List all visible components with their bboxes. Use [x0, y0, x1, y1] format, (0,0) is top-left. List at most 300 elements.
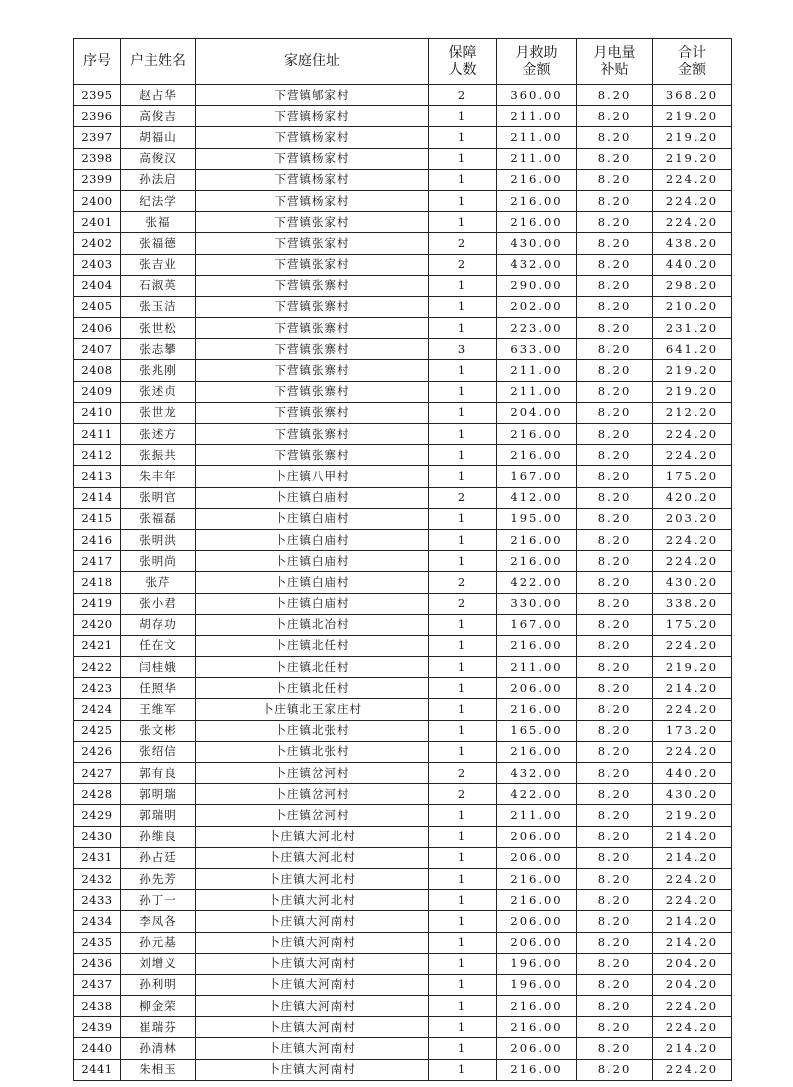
relief-roster-sheet: [73, 38, 732, 1081]
cell-power-subsidy: 8.20: [577, 402, 653, 423]
cell-name: 孙占廷: [121, 847, 196, 868]
cell-persons: 1: [429, 974, 497, 995]
cell-address: 下营镇张家村: [196, 212, 429, 233]
table-row: [74, 402, 732, 423]
cell-address: 卜庄镇大河南村: [196, 1059, 429, 1080]
cell-address: 卜庄镇北张村: [196, 741, 429, 762]
cell-name: 高俊吉: [121, 106, 196, 127]
cell-persons: 2: [429, 487, 497, 508]
cell-address: 卜庄镇大河北村: [196, 847, 429, 868]
cell-total-amount: 173.20: [653, 720, 732, 741]
cell-name: 张小君: [121, 593, 196, 614]
cell-name: 张吉业: [121, 254, 196, 275]
header-power-subsidy: 月电量 补贴: [577, 39, 653, 85]
cell-persons: 1: [429, 890, 497, 911]
cell-address: 卜庄镇北任村: [196, 657, 429, 678]
cell-seq: 2430: [74, 826, 121, 847]
cell-power-subsidy: 8.20: [577, 890, 653, 911]
cell-power-subsidy: 8.20: [577, 254, 653, 275]
cell-seq: 2424: [74, 699, 121, 720]
cell-name: 张兆刚: [121, 360, 196, 381]
cell-aid-amount: 216.00: [497, 741, 577, 762]
cell-aid-amount: 330.00: [497, 593, 577, 614]
cell-total-amount: 438.20: [653, 233, 732, 254]
cell-name: 李凤各: [121, 911, 196, 932]
cell-address: 下营镇杨家村: [196, 106, 429, 127]
cell-seq: 2423: [74, 678, 121, 699]
cell-name: 高俊汉: [121, 148, 196, 169]
cell-power-subsidy: 8.20: [577, 953, 653, 974]
cell-power-subsidy: 8.20: [577, 911, 653, 932]
cell-name: 张述方: [121, 424, 196, 445]
cell-aid-amount: 211.00: [497, 657, 577, 678]
table-row: [74, 911, 732, 932]
cell-name: 孙先芳: [121, 868, 196, 889]
cell-name: 张玉洁: [121, 296, 196, 317]
cell-address: 卜庄镇大河南村: [196, 911, 429, 932]
cell-total-amount: 219.20: [653, 381, 732, 402]
cell-total-amount: 219.20: [653, 127, 732, 148]
cell-seq: 2426: [74, 741, 121, 762]
cell-total-amount: 224.20: [653, 635, 732, 656]
cell-name: 任照华: [121, 678, 196, 699]
cell-power-subsidy: 8.20: [577, 445, 653, 466]
cell-total-amount: 224.20: [653, 529, 732, 550]
table-row: [74, 148, 732, 169]
cell-address: 卜庄镇大河南村: [196, 1017, 429, 1038]
cell-power-subsidy: 8.20: [577, 635, 653, 656]
table-row: [74, 699, 732, 720]
table-row: [74, 572, 732, 593]
cell-aid-amount: 195.00: [497, 508, 577, 529]
table-row: [74, 275, 732, 296]
cell-name: 柳金荣: [121, 996, 196, 1017]
cell-seq: 2398: [74, 148, 121, 169]
table-row: [74, 190, 732, 211]
cell-power-subsidy: 8.20: [577, 85, 653, 106]
relief-roster-table: [73, 38, 732, 1081]
cell-aid-amount: 432.00: [497, 763, 577, 784]
header-seq: 序号: [74, 39, 121, 85]
cell-aid-amount: 633.00: [497, 339, 577, 360]
cell-aid-amount: 206.00: [497, 678, 577, 699]
cell-power-subsidy: 8.20: [577, 572, 653, 593]
cell-power-subsidy: 8.20: [577, 784, 653, 805]
table-row: [74, 720, 732, 741]
cell-total-amount: 214.20: [653, 1038, 732, 1059]
cell-total-amount: 224.20: [653, 190, 732, 211]
cell-name: 孙利明: [121, 974, 196, 995]
cell-name: 张芹: [121, 572, 196, 593]
cell-seq: 2411: [74, 424, 121, 445]
cell-power-subsidy: 8.20: [577, 868, 653, 889]
cell-aid-amount: 422.00: [497, 784, 577, 805]
cell-power-subsidy: 8.20: [577, 275, 653, 296]
cell-total-amount: 224.20: [653, 699, 732, 720]
cell-persons: 1: [429, 826, 497, 847]
cell-total-amount: 214.20: [653, 932, 732, 953]
cell-persons: 1: [429, 381, 497, 402]
cell-seq: 2402: [74, 233, 121, 254]
cell-aid-amount: 360.00: [497, 85, 577, 106]
cell-persons: 1: [429, 699, 497, 720]
cell-power-subsidy: 8.20: [577, 106, 653, 127]
cell-address: 卜庄镇白庙村: [196, 508, 429, 529]
cell-seq: 2435: [74, 932, 121, 953]
cell-power-subsidy: 8.20: [577, 339, 653, 360]
table-row: [74, 445, 732, 466]
cell-power-subsidy: 8.20: [577, 233, 653, 254]
cell-address: 卜庄镇大河北村: [196, 826, 429, 847]
cell-seq: 2408: [74, 360, 121, 381]
cell-name: 张志攀: [121, 339, 196, 360]
cell-seq: 2421: [74, 635, 121, 656]
cell-name: 郭明瑞: [121, 784, 196, 805]
cell-name: 孙清林: [121, 1038, 196, 1059]
cell-name: 张福德: [121, 233, 196, 254]
table-row: [74, 657, 732, 678]
cell-address: 卜庄镇大河南村: [196, 996, 429, 1017]
cell-seq: 2417: [74, 551, 121, 572]
cell-total-amount: 338.20: [653, 593, 732, 614]
cell-name: 崔瑞芬: [121, 1017, 196, 1038]
cell-seq: 2413: [74, 466, 121, 487]
cell-name: 张述贞: [121, 381, 196, 402]
cell-name: 郭瑞明: [121, 805, 196, 826]
table-row: [74, 741, 732, 762]
cell-power-subsidy: 8.20: [577, 529, 653, 550]
cell-persons: 1: [429, 360, 497, 381]
cell-total-amount: 203.20: [653, 508, 732, 529]
cell-total-amount: 420.20: [653, 487, 732, 508]
cell-aid-amount: 204.00: [497, 402, 577, 423]
cell-aid-amount: 211.00: [497, 106, 577, 127]
cell-total-amount: 219.20: [653, 805, 732, 826]
cell-persons: 1: [429, 847, 497, 868]
cell-address: 卜庄镇大河北村: [196, 868, 429, 889]
cell-total-amount: 430.20: [653, 572, 732, 593]
cell-persons: 1: [429, 402, 497, 423]
cell-power-subsidy: 8.20: [577, 424, 653, 445]
cell-aid-amount: 422.00: [497, 572, 577, 593]
cell-seq: 2429: [74, 805, 121, 826]
cell-seq: 2403: [74, 254, 121, 275]
cell-persons: 1: [429, 1038, 497, 1059]
table-row: [74, 339, 732, 360]
table-row: [74, 296, 732, 317]
cell-aid-amount: 167.00: [497, 466, 577, 487]
table-row: [74, 85, 732, 106]
cell-seq: 2399: [74, 169, 121, 190]
cell-seq: 2441: [74, 1059, 121, 1080]
cell-aid-amount: 206.00: [497, 911, 577, 932]
cell-persons: 1: [429, 148, 497, 169]
cell-persons: 1: [429, 996, 497, 1017]
table-row: [74, 678, 732, 699]
cell-total-amount: 204.20: [653, 953, 732, 974]
cell-seq: 2438: [74, 996, 121, 1017]
cell-power-subsidy: 8.20: [577, 614, 653, 635]
cell-address: 卜庄镇白庙村: [196, 593, 429, 614]
cell-aid-amount: 211.00: [497, 360, 577, 381]
cell-seq: 2440: [74, 1038, 121, 1059]
cell-total-amount: 224.20: [653, 551, 732, 572]
cell-name: 孙丁一: [121, 890, 196, 911]
cell-power-subsidy: 8.20: [577, 148, 653, 169]
cell-total-amount: 175.20: [653, 466, 732, 487]
cell-power-subsidy: 8.20: [577, 996, 653, 1017]
cell-seq: 2432: [74, 868, 121, 889]
header-name: 户主姓名: [121, 39, 196, 85]
cell-total-amount: 298.20: [653, 275, 732, 296]
cell-aid-amount: 206.00: [497, 1038, 577, 1059]
table-row: [74, 254, 732, 275]
cell-persons: 1: [429, 275, 497, 296]
table-row: [74, 593, 732, 614]
cell-total-amount: 368.20: [653, 85, 732, 106]
cell-power-subsidy: 8.20: [577, 593, 653, 614]
cell-address: 卜庄镇岔河村: [196, 805, 429, 826]
cell-persons: 1: [429, 127, 497, 148]
cell-address: 下营镇张家村: [196, 233, 429, 254]
cell-persons: 2: [429, 593, 497, 614]
cell-aid-amount: 216.00: [497, 699, 577, 720]
table-row: [74, 529, 732, 550]
table-row: [74, 127, 732, 148]
cell-name: 王维军: [121, 699, 196, 720]
cell-address: 下营镇张寨村: [196, 381, 429, 402]
cell-seq: 2427: [74, 763, 121, 784]
cell-aid-amount: 196.00: [497, 974, 577, 995]
cell-power-subsidy: 8.20: [577, 741, 653, 762]
cell-persons: 1: [429, 614, 497, 635]
cell-total-amount: 224.20: [653, 741, 732, 762]
table-row: [74, 106, 732, 127]
cell-name: 张振共: [121, 445, 196, 466]
cell-aid-amount: 216.00: [497, 551, 577, 572]
cell-name: 任在文: [121, 635, 196, 656]
cell-total-amount: 641.20: [653, 339, 732, 360]
cell-name: 张明尚: [121, 551, 196, 572]
cell-seq: 2419: [74, 593, 121, 614]
cell-name: 孙元基: [121, 932, 196, 953]
table-row: [74, 805, 732, 826]
cell-persons: 2: [429, 572, 497, 593]
cell-power-subsidy: 8.20: [577, 212, 653, 233]
cell-power-subsidy: 8.20: [577, 826, 653, 847]
table-row: [74, 233, 732, 254]
cell-seq: 2404: [74, 275, 121, 296]
cell-power-subsidy: 8.20: [577, 1038, 653, 1059]
cell-address: 下营镇张寨村: [196, 318, 429, 339]
cell-address: 下营镇杨家村: [196, 127, 429, 148]
cell-aid-amount: 216.00: [497, 635, 577, 656]
table-row: [74, 1059, 732, 1080]
cell-persons: 1: [429, 445, 497, 466]
table-row: [74, 784, 732, 805]
cell-address: 卜庄镇白庙村: [196, 572, 429, 593]
cell-persons: 2: [429, 254, 497, 275]
cell-total-amount: 204.20: [653, 974, 732, 995]
cell-address: 下营镇杨家村: [196, 148, 429, 169]
header-aid-amount: 月救助 金额: [497, 39, 577, 85]
cell-seq: 2439: [74, 1017, 121, 1038]
cell-address: 卜庄镇大河南村: [196, 974, 429, 995]
cell-persons: 1: [429, 190, 497, 211]
cell-seq: 2433: [74, 890, 121, 911]
cell-aid-amount: 211.00: [497, 805, 577, 826]
cell-address: 卜庄镇北张村: [196, 720, 429, 741]
cell-address: 下营镇张寨村: [196, 445, 429, 466]
cell-total-amount: 214.20: [653, 678, 732, 699]
cell-persons: 1: [429, 953, 497, 974]
cell-seq: 2410: [74, 402, 121, 423]
cell-total-amount: 214.20: [653, 826, 732, 847]
cell-aid-amount: 216.00: [497, 190, 577, 211]
cell-name: 石淑英: [121, 275, 196, 296]
cell-aid-amount: 206.00: [497, 932, 577, 953]
cell-power-subsidy: 8.20: [577, 932, 653, 953]
cell-power-subsidy: 8.20: [577, 466, 653, 487]
table-row: [74, 360, 732, 381]
cell-total-amount: 175.20: [653, 614, 732, 635]
table-row: [74, 953, 732, 974]
cell-name: 闫桂娥: [121, 657, 196, 678]
cell-power-subsidy: 8.20: [577, 1059, 653, 1080]
cell-seq: 2422: [74, 657, 121, 678]
cell-aid-amount: 216.00: [497, 868, 577, 889]
table-row: [74, 424, 732, 445]
cell-persons: 1: [429, 911, 497, 932]
cell-seq: 2401: [74, 212, 121, 233]
cell-address: 卜庄镇大河南村: [196, 953, 429, 974]
table-row: [74, 381, 732, 402]
cell-persons: 1: [429, 657, 497, 678]
cell-seq: 2437: [74, 974, 121, 995]
cell-total-amount: 219.20: [653, 360, 732, 381]
cell-name: 张福: [121, 212, 196, 233]
cell-aid-amount: 216.00: [497, 445, 577, 466]
cell-power-subsidy: 8.20: [577, 720, 653, 741]
cell-aid-amount: 216.00: [497, 1059, 577, 1080]
cell-address: 卜庄镇大河南村: [196, 1038, 429, 1059]
table-row: [74, 169, 732, 190]
cell-persons: 1: [429, 678, 497, 699]
cell-total-amount: 214.20: [653, 847, 732, 868]
cell-address: 卜庄镇北冶村: [196, 614, 429, 635]
cell-total-amount: 224.20: [653, 890, 732, 911]
cell-address: 下营镇杨家村: [196, 190, 429, 211]
cell-aid-amount: 211.00: [497, 127, 577, 148]
cell-address: 卜庄镇北任村: [196, 678, 429, 699]
cell-power-subsidy: 8.20: [577, 974, 653, 995]
cell-persons: 1: [429, 635, 497, 656]
cell-seq: 2405: [74, 296, 121, 317]
cell-name: 张明洪: [121, 529, 196, 550]
cell-name: 孙法启: [121, 169, 196, 190]
table-row: [74, 1017, 732, 1038]
cell-aid-amount: 202.00: [497, 296, 577, 317]
cell-power-subsidy: 8.20: [577, 190, 653, 211]
cell-address: 卜庄镇大河北村: [196, 890, 429, 911]
table-row: [74, 466, 732, 487]
table-row: [74, 890, 732, 911]
cell-name: 张福磊: [121, 508, 196, 529]
cell-name: 胡存功: [121, 614, 196, 635]
cell-name: 孙维良: [121, 826, 196, 847]
cell-total-amount: 440.20: [653, 254, 732, 275]
cell-power-subsidy: 8.20: [577, 847, 653, 868]
cell-address: 下营镇郇家村: [196, 85, 429, 106]
cell-aid-amount: 167.00: [497, 614, 577, 635]
cell-power-subsidy: 8.20: [577, 657, 653, 678]
cell-total-amount: 224.20: [653, 868, 732, 889]
cell-total-amount: 430.20: [653, 784, 732, 805]
header-total-amount: 合计 金额: [653, 39, 732, 85]
table-row: [74, 614, 732, 635]
cell-name: 朱相玉: [121, 1059, 196, 1080]
cell-total-amount: 219.20: [653, 148, 732, 169]
cell-aid-amount: 216.00: [497, 212, 577, 233]
cell-address: 下营镇张寨村: [196, 296, 429, 317]
cell-address: 卜庄镇北王家庄村: [196, 699, 429, 720]
cell-persons: 1: [429, 1059, 497, 1080]
cell-name: 张文彬: [121, 720, 196, 741]
cell-address: 卜庄镇北任村: [196, 635, 429, 656]
cell-aid-amount: 216.00: [497, 424, 577, 445]
cell-seq: 2400: [74, 190, 121, 211]
cell-total-amount: 231.20: [653, 318, 732, 339]
cell-aid-amount: 290.00: [497, 275, 577, 296]
cell-persons: 2: [429, 784, 497, 805]
cell-address: 下营镇张寨村: [196, 339, 429, 360]
cell-power-subsidy: 8.20: [577, 699, 653, 720]
cell-persons: 1: [429, 466, 497, 487]
cell-power-subsidy: 8.20: [577, 381, 653, 402]
cell-seq: 2395: [74, 85, 121, 106]
cell-aid-amount: 211.00: [497, 381, 577, 402]
table-row: [74, 847, 732, 868]
cell-persons: 2: [429, 763, 497, 784]
cell-power-subsidy: 8.20: [577, 360, 653, 381]
cell-seq: 2412: [74, 445, 121, 466]
cell-aid-amount: 211.00: [497, 148, 577, 169]
cell-total-amount: 440.20: [653, 763, 732, 784]
cell-persons: 1: [429, 1017, 497, 1038]
cell-name: 赵占华: [121, 85, 196, 106]
table-row: [74, 974, 732, 995]
cell-persons: 1: [429, 805, 497, 826]
cell-power-subsidy: 8.20: [577, 763, 653, 784]
cell-address: 卜庄镇白庙村: [196, 529, 429, 550]
cell-seq: 2428: [74, 784, 121, 805]
table-row: [74, 508, 732, 529]
cell-aid-amount: 206.00: [497, 826, 577, 847]
header-address: 家庭住址: [196, 39, 429, 85]
cell-aid-amount: 206.00: [497, 847, 577, 868]
cell-power-subsidy: 8.20: [577, 678, 653, 699]
cell-seq: 2396: [74, 106, 121, 127]
cell-persons: 1: [429, 106, 497, 127]
cell-total-amount: 219.20: [653, 106, 732, 127]
table-row: [74, 487, 732, 508]
cell-total-amount: 224.20: [653, 996, 732, 1017]
cell-address: 下营镇张家村: [196, 254, 429, 275]
cell-persons: 1: [429, 424, 497, 445]
cell-total-amount: 212.20: [653, 402, 732, 423]
cell-name: 朱丰年: [121, 466, 196, 487]
cell-seq: 2407: [74, 339, 121, 360]
